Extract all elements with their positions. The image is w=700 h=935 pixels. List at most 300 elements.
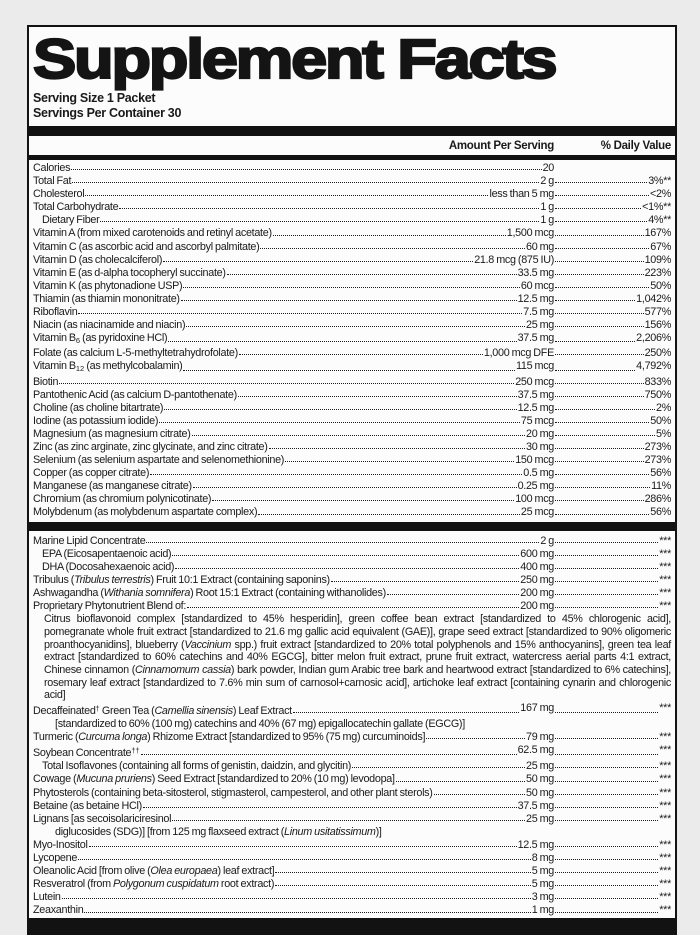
nutrient-row xyxy=(33,587,671,600)
dot-leader xyxy=(555,435,655,436)
nutrient-label: Selenium (as selenium aspartate and selenomethionine) xyxy=(33,454,285,467)
dot-leader xyxy=(555,568,658,569)
row-right xyxy=(554,347,671,360)
row-right xyxy=(554,535,671,548)
daily-value: 2% xyxy=(655,401,671,414)
row-right xyxy=(554,306,671,319)
row-left xyxy=(33,332,554,347)
nutrient-row xyxy=(33,535,671,548)
amount-per-serving: 25 mg xyxy=(525,319,554,332)
row-left xyxy=(33,548,554,561)
dot-leader xyxy=(227,274,517,275)
amount-per-serving: 20 xyxy=(542,162,554,174)
row-left xyxy=(33,744,554,760)
row-left xyxy=(33,467,554,480)
amount-per-serving: 25 mg xyxy=(525,812,554,825)
dot-leader xyxy=(555,754,658,755)
dot-leader xyxy=(387,594,519,595)
daily-value: 56% xyxy=(650,467,671,480)
nutrient-label: Phytosterols (containing beta-sitosterol, stigmasterol, campesterol, and other plant sterols) xyxy=(33,786,433,799)
dot-leader xyxy=(168,341,516,342)
daily-value: 11% xyxy=(651,480,671,493)
dot-leader xyxy=(555,872,658,873)
dot-leader xyxy=(352,767,525,768)
row-left xyxy=(33,535,554,548)
dot-leader xyxy=(555,261,644,262)
row-right xyxy=(554,241,671,254)
dot-leader xyxy=(555,859,658,860)
latin-name: Olea europaea xyxy=(150,865,218,878)
dot-leader xyxy=(172,555,519,556)
row-left xyxy=(33,760,554,773)
nutrient-row xyxy=(33,800,671,813)
row-right xyxy=(554,428,671,441)
amount-per-serving: 400 mg xyxy=(520,560,554,573)
nutrient-label: Oleanolic Acid [from olive (Olea europaea) leaf extract] xyxy=(33,865,275,878)
daily-value: *** xyxy=(659,891,671,904)
latin-name: Curcuma longa xyxy=(78,731,148,744)
nutrient-label: Decaffeinated† Green Tea (Camellia sinensis) Leaf Extract xyxy=(33,704,292,718)
nutrient-row xyxy=(33,319,671,332)
nutrient-label: Total Fat xyxy=(33,175,72,188)
daily-value: 3%** xyxy=(648,175,671,188)
row-right xyxy=(554,574,671,587)
divider-bar-middle xyxy=(29,522,675,531)
nutrient-label: Cowage (Mucuna pruriens) Seed Extract [standardized to 20% (10 mg) levodopa] xyxy=(33,773,395,786)
row-left xyxy=(33,280,554,293)
amount-per-serving: 37.5 mg xyxy=(517,799,554,812)
supplement-facts-panel xyxy=(27,25,677,935)
row-right xyxy=(554,201,671,214)
dot-leader xyxy=(331,581,519,582)
nutrient-row xyxy=(33,428,671,441)
nutrient-label: Riboflavin xyxy=(33,306,78,319)
dot-leader xyxy=(555,474,649,475)
dot-leader xyxy=(239,354,483,355)
row-right xyxy=(554,561,671,574)
footnote-mark: 12 xyxy=(75,364,85,374)
dot-leader xyxy=(555,341,635,342)
amount-per-serving: 20 mg xyxy=(525,427,554,440)
amount-per-serving: 7.5 mg xyxy=(523,306,554,319)
dot-leader xyxy=(164,409,516,410)
amount-per-serving: 12.5 mg xyxy=(517,292,554,305)
row-right xyxy=(554,441,671,454)
amount-per-serving: 25 mcg xyxy=(520,506,554,519)
dot-leader xyxy=(260,248,525,249)
nutrient-label: Betaine (as betaine HCl) xyxy=(33,799,142,812)
dot-leader xyxy=(59,383,514,384)
nutrient-label: Molybdenum (as molybdenum aspartate complex) xyxy=(33,506,258,519)
row-right xyxy=(554,175,671,188)
row-right xyxy=(554,506,671,519)
dot-leader xyxy=(555,409,655,410)
row-right xyxy=(554,254,671,267)
nutrient-label: Dietary Fiber xyxy=(42,214,100,227)
row-right xyxy=(554,402,671,415)
row-right xyxy=(554,865,671,878)
amount-per-serving: 0.25 mg xyxy=(517,480,554,493)
row-left xyxy=(33,731,554,744)
amount-per-serving: 37.5 mg xyxy=(517,332,554,345)
dot-leader xyxy=(555,487,650,488)
daily-value: 223% xyxy=(644,266,671,279)
nutrient-label: Biotin xyxy=(33,375,59,388)
dot-leader xyxy=(150,474,522,475)
daily-value: *** xyxy=(659,838,671,851)
nutrient-label: Magnesium (as magnesium citrate) xyxy=(33,427,191,440)
dot-leader xyxy=(555,208,641,209)
nutrient-row xyxy=(33,813,671,826)
nutrient-row xyxy=(33,493,671,506)
dot-leader xyxy=(555,221,647,222)
nutrient-label: Lignans [as secoisolariciresinol xyxy=(33,812,172,825)
dot-leader xyxy=(212,500,514,501)
nutrient-row xyxy=(33,467,671,480)
row-right xyxy=(554,878,671,891)
dot-leader xyxy=(285,461,514,462)
nutrient-label: Copper (as copper citrate) xyxy=(33,467,150,480)
dot-leader xyxy=(555,912,658,913)
daily-value: 250% xyxy=(644,347,671,360)
amount-per-serving: 33.5 mg xyxy=(517,266,554,279)
dot-leader xyxy=(193,487,517,488)
nutrient-row xyxy=(33,600,671,613)
amount-per-serving: 250 mg xyxy=(520,573,554,586)
dot-leader xyxy=(100,221,539,222)
row-right xyxy=(554,600,671,613)
nutrient-row xyxy=(33,548,671,561)
nutrient-label: Lycopene xyxy=(33,852,78,865)
nutrient-row xyxy=(33,574,671,587)
row-right xyxy=(554,548,671,561)
daily-value: 1,042% xyxy=(636,292,671,305)
nutrient-label: Vitamin $B_{12}$ (as methylcobalamin) xyxy=(33,360,183,374)
daily-value: *** xyxy=(659,786,671,799)
amount-per-serving: 1,000 mcg DFE xyxy=(483,347,554,360)
amount-per-serving: 37.5 mg xyxy=(517,388,554,401)
amount-per-serving: 12.5 mg xyxy=(517,401,554,414)
row-right xyxy=(554,587,671,600)
nutrient-label: Turmeric (Curcuma longa) Rhizome Extract [standardized to 95% (75 mg) curcuminoids] xyxy=(33,731,426,744)
row-right xyxy=(554,227,671,240)
column-header-amount: Amount Per Serving xyxy=(448,140,554,152)
dot-leader xyxy=(555,300,635,301)
row-right xyxy=(554,467,671,480)
row-left xyxy=(33,506,554,519)
nutrient-row xyxy=(33,360,671,375)
nutrient-label: Manganese (as manganese citrate) xyxy=(33,480,192,493)
dot-leader xyxy=(555,781,658,782)
nutrient-row xyxy=(33,852,671,865)
nutrient-label: Proprietary Phytonutrient Blend of: xyxy=(33,600,187,612)
row-right xyxy=(554,813,671,826)
latin-name: Polygonum cuspidatum xyxy=(113,878,219,891)
nutrient-row-continuation xyxy=(33,826,671,839)
nutrient-row xyxy=(33,773,671,786)
row-left xyxy=(33,852,554,865)
dot-leader xyxy=(555,461,644,462)
nutrient-row xyxy=(33,744,671,760)
amount-per-serving: 200 mg xyxy=(520,586,554,599)
dot-leader xyxy=(71,169,541,170)
nutrient-label: Niacin (as niacinamide and niacin) xyxy=(33,319,186,332)
row-left xyxy=(33,162,554,175)
amount-per-serving: 115 mcg xyxy=(515,360,554,373)
daily-value: 4%** xyxy=(648,214,671,227)
row-right xyxy=(554,376,671,389)
amount-per-serving: 60 mcg xyxy=(520,279,554,292)
row-left xyxy=(33,415,554,428)
nutrient-row xyxy=(33,904,671,917)
nutrient-label: EPA (Eicosapentaenoic acid) xyxy=(42,547,172,560)
nutrient-label: Iodine (as potassium iodide) xyxy=(33,414,159,427)
dot-leader xyxy=(293,712,519,713)
amount-per-serving: 250 mcg xyxy=(515,375,554,388)
dot-leader xyxy=(555,885,658,886)
row-right xyxy=(554,718,671,731)
nutrient-row xyxy=(33,214,671,227)
nutrient-row xyxy=(33,389,671,402)
latin-name: Tribulus terrestris xyxy=(74,573,151,586)
dot-leader xyxy=(555,182,647,183)
row-left xyxy=(33,826,554,839)
row-left xyxy=(33,773,554,786)
nutrient-row xyxy=(33,162,671,175)
nutrient-label: Myo-Inositol xyxy=(33,838,88,851)
dot-leader xyxy=(555,248,649,249)
divider-bar-top xyxy=(29,126,675,136)
nutrient-row xyxy=(33,731,671,744)
nutrient-label: Vitamin $B_6$ (as pyridoxine HCl) xyxy=(33,332,168,346)
nutrient-label: Total Carbohydrate xyxy=(33,201,119,214)
row-left xyxy=(33,787,554,800)
nutrient-row xyxy=(33,227,671,240)
nutrient-row xyxy=(33,402,671,415)
row-left xyxy=(33,347,554,360)
daily-value: 50% xyxy=(650,414,671,427)
amount-per-serving: 25 mg xyxy=(525,760,554,773)
amount-per-serving: 21.8 mcg (875 IU) xyxy=(474,253,554,266)
daily-value: 156% xyxy=(644,319,671,332)
dot-leader xyxy=(555,581,658,582)
row-left xyxy=(33,293,554,306)
nutrient-rows-botanical xyxy=(29,533,675,918)
row-right xyxy=(554,891,671,904)
row-left xyxy=(33,493,554,506)
row-left xyxy=(33,891,554,904)
amount-per-serving: 100 mcg xyxy=(515,493,554,506)
daily-value: 750% xyxy=(644,388,671,401)
row-right xyxy=(554,280,671,293)
row-right xyxy=(554,744,671,760)
daily-value: *** xyxy=(659,731,671,744)
row-right xyxy=(554,493,671,506)
dot-leader xyxy=(269,448,525,449)
nutrient-label: Cholesterol xyxy=(33,188,85,201)
daily-value: 833% xyxy=(644,375,671,388)
row-left xyxy=(33,267,554,280)
row-left xyxy=(33,241,554,254)
daily-value: *** xyxy=(659,878,671,891)
nutrient-label: Zinc (as zinc arginate, zinc glycinate, and zinc citrate) xyxy=(33,440,268,453)
footnote-mark: † xyxy=(95,704,100,714)
dot-leader xyxy=(146,542,539,543)
footnote-mark: †† xyxy=(131,746,140,756)
amount-per-serving: 75 mcg xyxy=(520,414,554,427)
dot-leader xyxy=(238,396,517,397)
nutrient-label: Pantothenic Acid (as calcium D-pantothenate) xyxy=(33,388,237,401)
dot-leader xyxy=(555,712,658,713)
dot-leader xyxy=(555,555,658,556)
dot-leader xyxy=(187,607,519,608)
divider-bar-bottom xyxy=(29,918,675,935)
dot-leader xyxy=(555,235,644,236)
amount-per-serving: 1 mg xyxy=(531,904,554,917)
row-right xyxy=(554,162,671,175)
nutrient-label: Thiamin (as thiamin mononitrate) xyxy=(33,292,180,305)
footnote-mark: 6 xyxy=(75,336,80,346)
dot-leader xyxy=(78,313,522,314)
amount-per-serving: 3 mg xyxy=(531,891,554,904)
nutrient-row xyxy=(33,280,671,293)
nutrient-label: Ashwagandha (Withania somnifera) Root 15:1 Extract (containing withanolides) xyxy=(33,586,386,599)
dot-leader xyxy=(84,912,530,913)
dot-leader xyxy=(183,370,515,371)
row-right xyxy=(554,415,671,428)
dot-leader xyxy=(275,885,531,886)
nutrient-row xyxy=(33,561,671,574)
dot-leader xyxy=(426,738,525,739)
dot-leader xyxy=(192,435,525,436)
row-right xyxy=(554,454,671,467)
nutrient-label: Vitamin A (from mixed carotenoids and retinyl acetate) xyxy=(33,227,272,240)
column-header-daily-value: % Daily Value xyxy=(600,140,671,152)
amount-per-serving: 60 mg xyxy=(525,240,554,253)
amount-per-serving: 30 mg xyxy=(525,440,554,453)
amount-per-serving: 1,500 mcg xyxy=(506,227,554,240)
dot-leader xyxy=(555,370,635,371)
daily-value: *** xyxy=(659,702,671,715)
daily-value: *** xyxy=(659,852,671,865)
row-left xyxy=(33,904,554,917)
row-left xyxy=(33,306,554,319)
row-right xyxy=(554,760,671,773)
daily-value: *** xyxy=(659,534,671,547)
row-right xyxy=(554,360,671,375)
daily-value: <1%** xyxy=(642,201,671,214)
daily-value: 56% xyxy=(650,506,671,519)
amount-per-serving: 8 mg xyxy=(531,852,554,865)
row-left xyxy=(33,480,554,493)
nutrient-row xyxy=(33,175,671,188)
nutrient-row xyxy=(33,480,671,493)
amount-per-serving: 0.5 mg xyxy=(523,467,554,480)
nutrient-row xyxy=(33,376,671,389)
dot-leader xyxy=(172,820,525,821)
nutrient-label: Folate (as calcium L-5-methyltetrahydrofolate) xyxy=(33,347,238,360)
daily-value: 167% xyxy=(644,227,671,240)
nutrient-row xyxy=(33,878,671,891)
dot-leader xyxy=(555,607,658,608)
daily-value: 50% xyxy=(650,279,671,292)
amount-per-serving: 50 mg xyxy=(525,773,554,786)
dot-leader xyxy=(555,542,658,543)
dot-leader xyxy=(555,422,649,423)
daily-value: 4,792% xyxy=(636,360,671,373)
row-right xyxy=(554,332,671,347)
row-left xyxy=(33,574,554,587)
latin-name: Vaccinium xyxy=(184,638,232,651)
panel-title xyxy=(29,27,675,88)
row-left xyxy=(33,865,554,878)
nutrient-label: Resveratrol (from Polygonum cuspidatum root extract) xyxy=(33,878,275,891)
dot-leader xyxy=(183,287,520,288)
nutrient-row xyxy=(33,332,671,347)
amount-per-serving: 5 mg xyxy=(531,865,554,878)
daily-value: *** xyxy=(659,586,671,599)
dot-leader xyxy=(163,261,473,262)
nutrient-row xyxy=(33,306,671,319)
latin-name: Camellia sinensis xyxy=(154,705,233,718)
amount-per-serving: 2 g xyxy=(540,534,554,547)
daily-value: 5% xyxy=(655,427,671,440)
daily-value: *** xyxy=(659,904,671,917)
daily-value: 577% xyxy=(644,306,671,319)
daily-value: *** xyxy=(659,799,671,812)
dot-leader xyxy=(159,422,520,423)
row-left xyxy=(33,389,554,402)
blend-description: Citrus bioflavonoid complex [standardized to 45% hesperidin], green coffee bean extract [standardized to 45% chlorogenic acid], pomegranate whole fruit extract [standardized to 21.6 mg gallic acid equivalent (GAE)], grape seed extract [standardized to 90% oligomeric proanthocyanidins], blueberry (Vaccinium spp.) fruit extract [standardized to 20% total polyphenols and 15% anthocyanins], green tea leaf extract [standardized to 60% catechins and 40% EGCG], bitter melon fruit extract, prune fruit extract, watercress aerial parts 4:1 extract, Chinese cinnamon (Cinnamomum cassia) bark powder, Indian gum Arabic tree bark and heartwood extract [standardized to 6% catechins], rosemary leaf extract [standardized to 7.6% min sum of carnosol+carnosic acid], artichoke leaf extract [containing cynarin and chlorogenic acid] xyxy=(44,613,671,702)
nutrient-row xyxy=(33,201,671,214)
daily-value: *** xyxy=(659,812,671,825)
nutrient-label: [standardized to 60% (100 mg) catechins and 40% (67 mg) epigallocatechin gallate (EGCG)] xyxy=(55,718,465,731)
row-left xyxy=(33,813,554,826)
nutrient-label: Lutein xyxy=(33,891,61,904)
dot-leader xyxy=(89,846,517,847)
panel-title-text: Supplement Facts xyxy=(33,27,556,90)
nutrient-label: Zeaxanthin xyxy=(33,904,84,917)
serving-info xyxy=(29,88,675,126)
dot-leader xyxy=(275,872,530,873)
row-right xyxy=(554,731,671,744)
row-right xyxy=(554,480,671,493)
dot-leader xyxy=(72,182,539,183)
row-right xyxy=(554,214,671,227)
amount-per-serving: 50 mg xyxy=(525,786,554,799)
daily-value: *** xyxy=(659,573,671,586)
daily-value: *** xyxy=(659,865,671,878)
row-right xyxy=(554,267,671,280)
row-right xyxy=(554,826,671,839)
row-left xyxy=(33,454,554,467)
daily-value: 273% xyxy=(644,440,671,453)
nutrient-row xyxy=(33,267,671,280)
nutrient-row xyxy=(33,891,671,904)
dot-leader xyxy=(555,738,658,739)
daily-value: 2,206% xyxy=(636,332,671,345)
row-left xyxy=(33,360,554,375)
row-left xyxy=(33,878,554,891)
row-right xyxy=(554,702,671,718)
nutrient-label: Vitamin C (as ascorbic acid and ascorbyl palmitate) xyxy=(33,240,260,253)
dot-leader xyxy=(85,195,488,196)
row-right xyxy=(554,904,671,917)
dot-leader xyxy=(555,846,658,847)
latin-name: Withania somnifera xyxy=(103,586,191,599)
amount-per-serving: 200 mg xyxy=(520,600,554,612)
nutrient-row xyxy=(33,702,671,718)
